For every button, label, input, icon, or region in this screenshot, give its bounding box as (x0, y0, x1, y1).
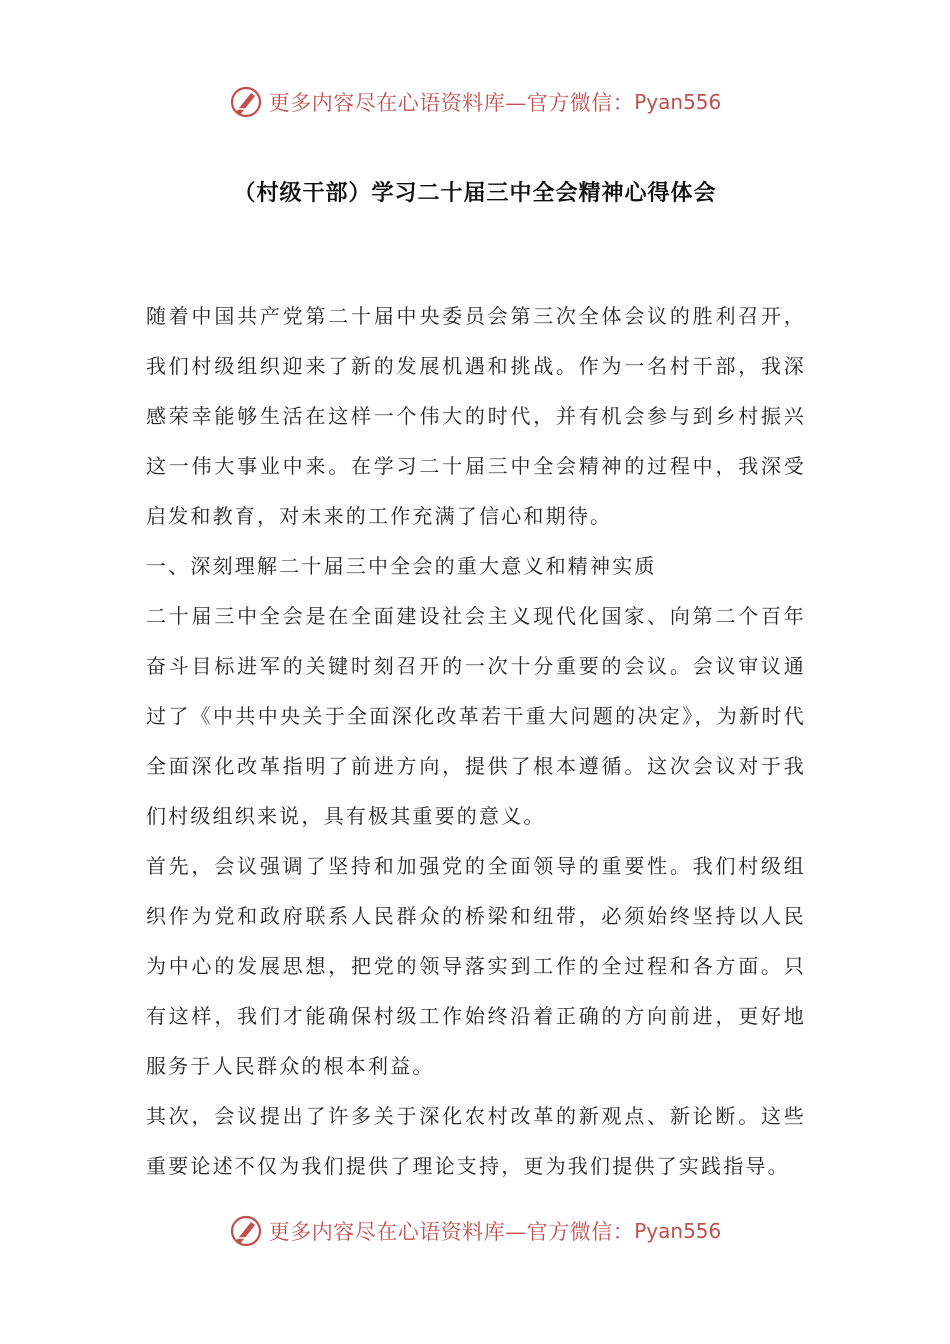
pen-logo-icon (229, 85, 263, 119)
document-title: （村级干部）学习二十届三中全会精神心得体会 (233, 181, 717, 206)
paragraph: 其次，会议提出了许多关于深化农村改革的新观点、新论断。这些重要论述不仅为我们提供了理论支持，更为我们提供了实践指导。 (146, 1104, 806, 1178)
banner-wechat-id: Pyan556 (634, 1219, 722, 1243)
banner-wechat-id: Pyan556 (634, 90, 722, 114)
header-banner (0, 80, 950, 124)
paragraph: 首先，会议强调了坚持和加强党的全面领导的重要性。我们村级组织作为党和政府联系人民群众的桥梁和纽带，必须始终坚持以人民为中心的发展思想，把党的领导落实到工作的全过程和各方面。只有这样，我们才能确保村级工作始终沿着正确的方向前进，更好地服务于人民群众的根本利益。 (146, 854, 806, 1078)
paragraph: 随着中国共产党第二十届中央委员会第三次全体会议的胜利召开，我们村级组织迎来了新的发展机遇和挑战。作为一名村干部，我深感荣幸能够生活在这样一个伟大的时代，并有机会参与到乡村振兴这一伟大事业中来。在学习二十届三中全会精神的过程中，我深受启发和教育，对未来的工作充满了信心和期待。 (146, 304, 806, 528)
banner-text: 更多内容尽在心语资料库—官方微信： (268, 1220, 635, 1244)
pen-logo-icon (229, 1214, 263, 1248)
banner-text: 更多内容尽在心语资料库—官方微信： (268, 91, 635, 115)
section-heading: 一、深刻理解二十届三中全会的重大意义和精神实质 (146, 554, 657, 578)
document-body (146, 291, 806, 1191)
footer-banner (0, 1209, 950, 1253)
paragraph: 二十届三中全会是在全面建设社会主义现代化国家、向第二个百年奋斗目标进军的关键时刻召开的一次十分重要的会议。会议审议通过了《中共中央关于全面深化改革若干重大问题的决定》，为新时代全面深化改革指明了前进方向，提供了根本遵循。这次会议对于我们村级组织来说，具有极其重要的意义。 (146, 604, 806, 828)
